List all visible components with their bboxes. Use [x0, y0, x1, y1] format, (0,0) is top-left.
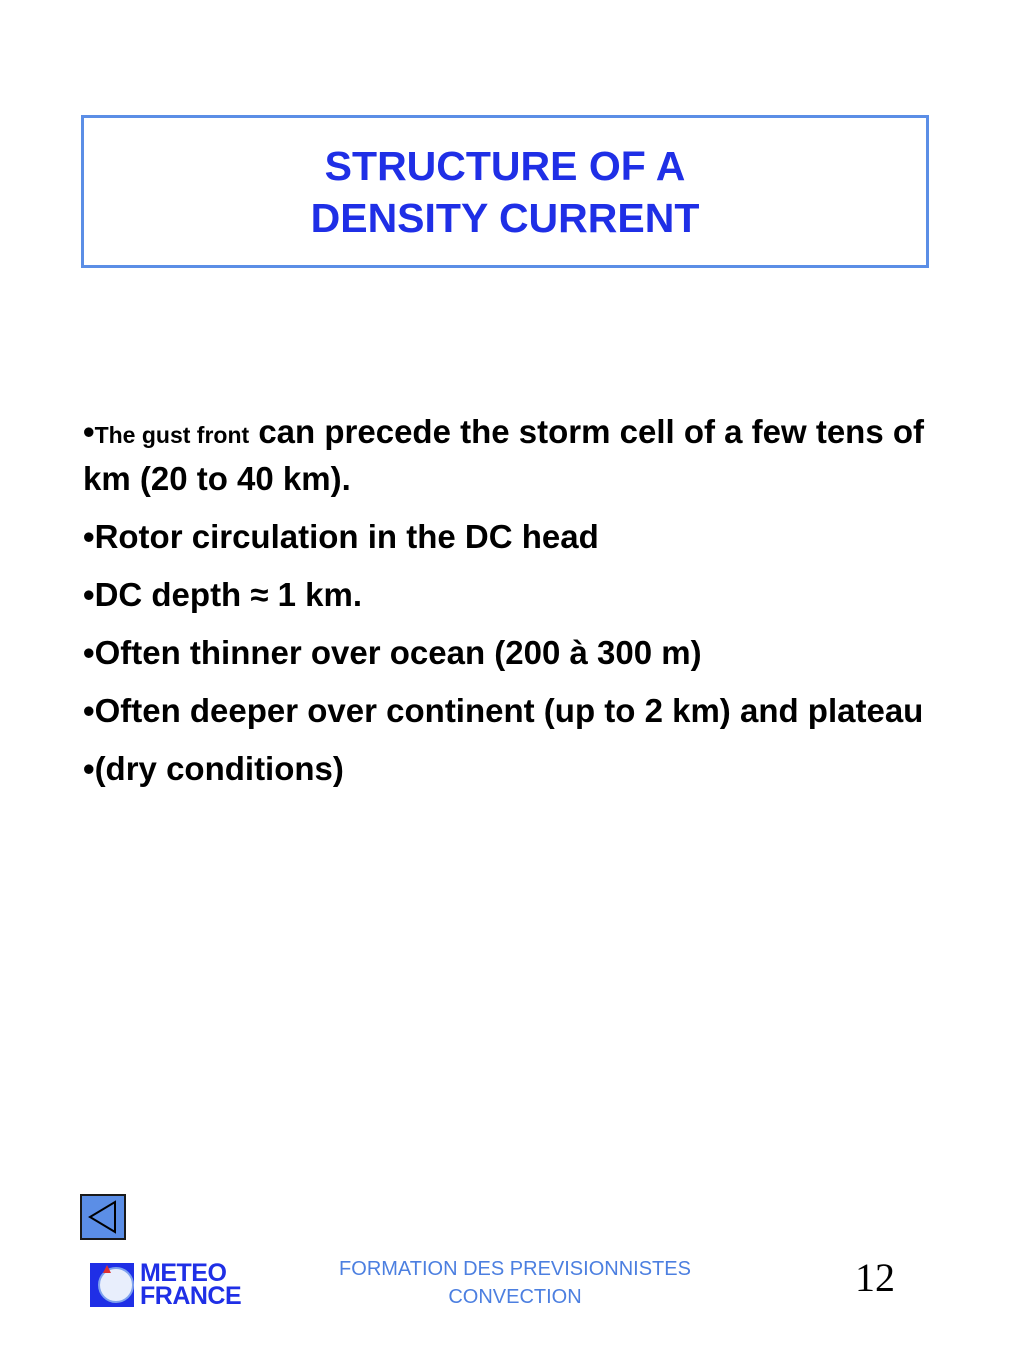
meteo-france-logo	[90, 1258, 252, 1312]
bullet-item	[83, 747, 943, 791]
title-box	[81, 115, 929, 268]
back-nav-button[interactable]	[80, 1194, 126, 1240]
page-number: 12	[855, 1255, 895, 1300]
bullet-small-text: The gust front	[94, 422, 250, 448]
bullet-text: DC depth ≈ 1 km.	[94, 576, 363, 613]
bullet-marker: •	[83, 518, 95, 555]
footer-line-1: FORMATION DES PREVISIONNISTES	[339, 1258, 691, 1280]
triangle-left-icon	[82, 1196, 124, 1238]
slide-title-line-2: DENSITY CURRENT	[310, 194, 700, 241]
bullet-marker: •	[83, 413, 95, 450]
bullet-text: (dry conditions)	[94, 750, 344, 787]
footer-line-2: CONVECTION	[448, 1286, 582, 1308]
bullet-item	[83, 573, 943, 617]
bullet-marker: •	[83, 634, 95, 671]
bullet-item	[83, 515, 943, 559]
bullet-item	[83, 631, 943, 675]
bullet-marker: •	[83, 750, 95, 787]
bullet-text: Often thinner over ocean (200 à 300 m)	[94, 634, 702, 671]
logo-text-line-1: METEO	[140, 1259, 227, 1287]
bullet-text: Rotor circulation in the DC head	[94, 518, 599, 555]
bullet-marker: •	[83, 576, 95, 613]
bullet-item	[83, 410, 943, 501]
bullet-list	[83, 410, 943, 805]
bullet-item	[83, 689, 943, 733]
globe-logo-icon	[90, 1261, 134, 1309]
bullet-marker: •	[83, 692, 95, 729]
slide-title-line-1: STRUCTURE OF A	[324, 142, 686, 189]
bullet-text: can precede the storm cell of a few tens of km (20 to 40 km).	[83, 413, 925, 497]
bullet-text: Often deeper over continent (up to 2 km) and plateau	[94, 692, 924, 729]
footer-caption	[300, 1255, 730, 1311]
logo-text-line-2: FRANCE	[140, 1282, 242, 1310]
